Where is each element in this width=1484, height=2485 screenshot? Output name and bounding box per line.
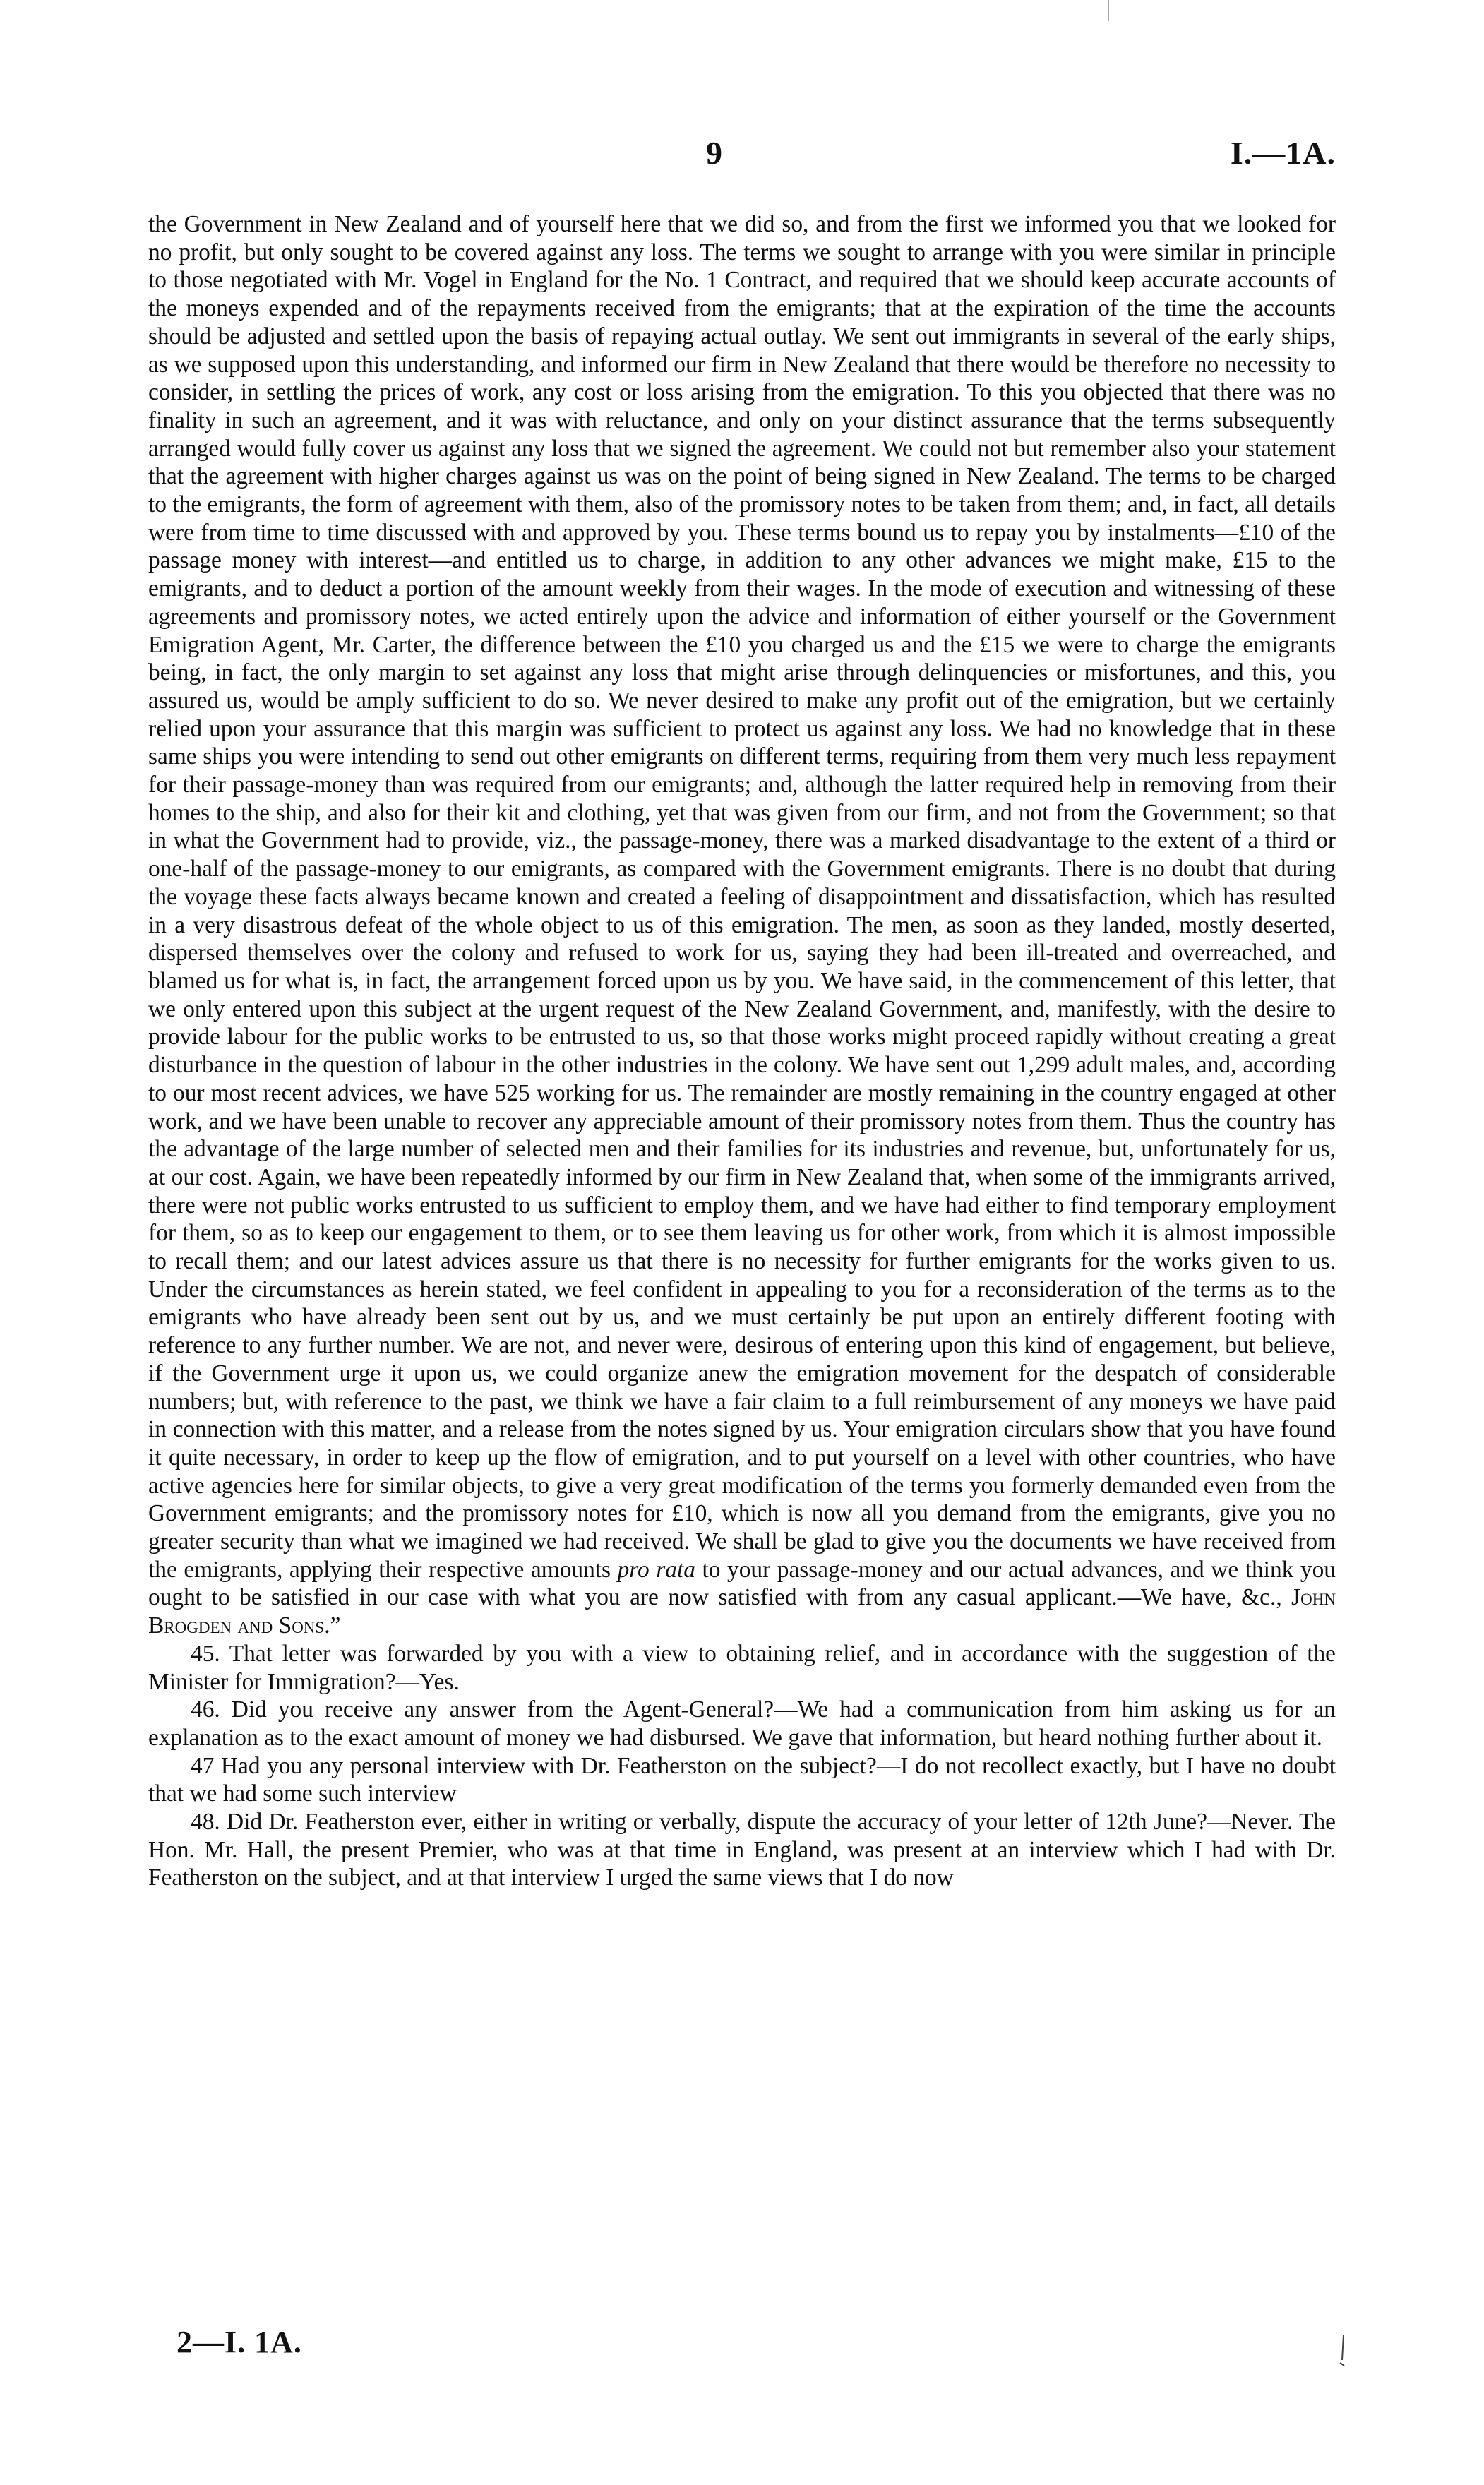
question-answer-47: 47 Had you any personal interview with Dr. Featherston on the subject?—I do not recollect exactly, but I have no doubt that we had some such interview: [148, 1752, 1336, 1807]
letter-paragraph: [148, 210, 1336, 1640]
letter-text-part1: the Government in New Zealand and of yourself here that we did so, and from the first we informed you that we looked for no profit, but only sought to be covered against any loss. The terms we sought to arrange with you were similar in principle to those negotiated with Mr. Vogel in England for the No. 1 Contract, and required that we should keep accurate accounts of the moneys expended and of the repayments received from the emigrants; that at the expiration of the time the accounts should be adjusted and settled upon the basis of repaying actual outlay. We sent out immigrants in several of the early ships, as we supposed upon this understanding, and informed our firm in New Zealand that there would be therefore no necessity to consider, in settling the prices of work, any cost or loss arising from the emigration. To this you objected that there was no finality in such an agreement, and it was with reluctance, and only on your distinct assurance that the terms subsequently arranged would fully cover us against any loss that we signed the agreement. We could not but remember also your statement that the agreement with higher charges against us was on the point of being signed in New Zealand. The terms to be charged to the emigrants, the form of agreement with them, also of the promissory notes to be taken from them; and, in fact, all details were from time to time discussed with and approved by you. These terms bound us to repay you by instalments—£10 of the passage money with interest—and entitled us to charge, in addition to any other advances we might make, £15 to the emigrants, and to deduct a portion of the amount weekly from their wages. In the mode of execution and witnessing of these agreements and promissory notes, we acted entirely upon the advice and information of either yourself or the Government Emigration Agent, Mr. Carter, the difference between the £10 you charged us and the £15 we were to charge the emigrants being, in fact, the only margin to set against any loss that might arise through delinquencies or misfortunes, and this, you assured us, would be amply sufficient to do so. We never desired to make any profit out of the emigration, but we certainly relied upon your assurance that this margin was sufficient to protect us against any loss. We had no knowledge that in these same ships you were intending to send out other emigrants on different terms, requiring from them very much less repayment for their passage-money than was required from our emigrants; and, although the latter required help in removing from their homes to the ship, and also for their kit and clothing, yet that was given from our firm, and not from the Government; so that in what the Government had to provide, viz., the passage-money, there was a marked disadvantage to the extent of a third or one-half of the passage-money to our emigrants, as compared with the Government emigrants. There is no doubt that during the voyage these facts always became known and created a feeling of disappointment and dissatisfaction, which has resulted in a very disastrous defeat of the whole object to us of this emigration. The men, as soon as they landed, mostly deserted, dispersed themselves over the colony and refused to work for us, saying they had been ill-treated and overreached, and blamed us for what is, in fact, the arrangement forced upon us by you. We have said, in the commencement of this letter, that we only entered upon this subject at the urgent request of the New Zealand Government, and, manifestly, with the desire to provide labour for the public works to be entrusted to us, so that those works might proceed rapidly without creating a great disturbance in the question of labour in the other industries in the colony. We have sent out 1,299 adult males, and, according to our most recent advices, we have 525 working for us. The remainder are mostly remaining in the country engaged at other work, and we have been unable to recover any appreciable amount of their promissory notes from them. Thus the country has the advantage of the large number of selected men and their families for its industries and revenue, but, unfortunately for us, at our cost. Again, we have been repeatedly informed by our firm in New Zealand that, when some of the immigrants arrived, there were not public works entrusted to us sufficient to employ them, and we have had either to find temporary employment for them, so as to keep our engagement to them, or to see them leaving us for other work, from which it is almost impossible to recall them; and our latest advices assure us that there is no necessity for further emigrants for the works given to us. Under the circumstances as herein stated, we feel confident in appealing to you for a reconsideration of the terms as to the emigrants who have already been sent out by us, and we must certainly be put upon an entirely different footing with reference to any further number. We are not, and never were, desirous of entering upon this kind of engagement, but believe, if the Government urge it upon us, we could organize anew the emigration movement for the despatch of considerable numbers; but, with reference to the past, we think we have a fair claim to a full reimbursement of any moneys we have paid in connection with this matter, and a release from the notes signed by us. Your emigration circulars show that you have found it quite necessary, in order to keep up the flow of emigration, and to put yourself on a level with other countries, who have active agencies here for similar objects, to give a very great modification of the terms you formerly demanded even from the Government emigrants; and the promissory notes for £10, which is now all you demand from the emigrants, give you no greater security than what we imagined we had received. We shall be glad to give you the documents we have received from the emigrants, applying their respective amounts: [148, 211, 1336, 1583]
letter-text-part2: to your passage-money and our actual advances, and we think you ought to be satisfied in our case with what you are now satisfied with from any casual applicant.—We have, &c.,: [148, 1556, 1336, 1611]
printer-signature-mark: 2—I. 1A.: [176, 2325, 302, 2359]
letter-closing-quote: ”: [330, 1612, 341, 1639]
question-answer-48: 48. Did Dr. Featherston ever, either in writing or verbally, dispute the accuracy of your letter of 12th June?—Never. The Hon. Mr. Hall, the present Premier, who was at that time in England, was present at an interview which I had with Dr. Featherston on the subject, and at that interview I urged the same views that I do now: [148, 1809, 1336, 1891]
letter-signature: John Brogden and Sons.: [148, 1584, 1336, 1639]
paper-crease-mark: [1107, 0, 1110, 21]
letter-italic-phrase: pro rata: [617, 1556, 695, 1583]
corner-ink-mark: [1338, 2333, 1346, 2369]
question-answer-45: 45. That letter was forwarded by you with a view to obtaining relief, and in accordance with the suggestion of the Minister for Immigration?—Yes.: [148, 1640, 1336, 1695]
question-answer-46: 46. Did you receive any answer from the Agent-General?—We had a communication from him asking us for an explanation as to the exact amount of money we had disbursed. We gave that information, but heard nothing further about it.: [148, 1696, 1336, 1751]
document-body: [148, 210, 1336, 1892]
page-number: 9: [706, 135, 722, 171]
paper-reference: I.—1A.: [1230, 135, 1336, 171]
